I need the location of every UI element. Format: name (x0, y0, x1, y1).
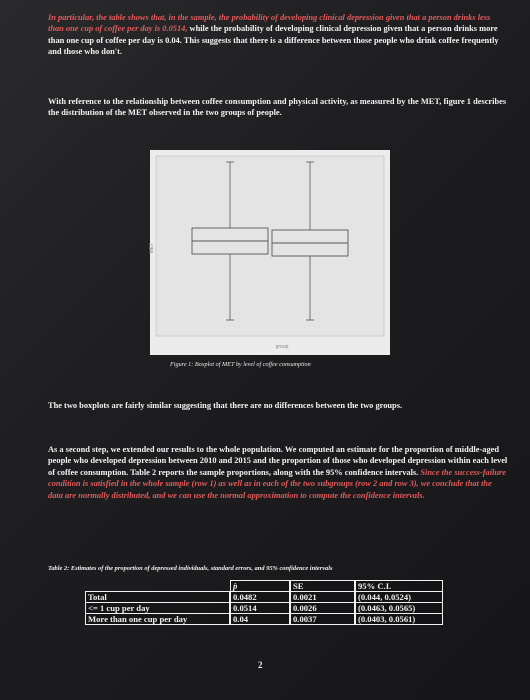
table-cell-text: SE (293, 581, 304, 591)
boxplot-chart (150, 150, 390, 355)
y-axis-label: MET (149, 242, 155, 254)
table-cell-text: (0.0463, 0.0565) (358, 603, 416, 613)
page-number: 2 (258, 660, 263, 670)
paragraph-text: As a second step, we extended our results to the whole population. We computed an estimate for the proportion of middle-aged people who developed depression between 2010 and 2015 and the proportion of those who developed depression within each level of coffee consumption. Table 2 reports the sample proportions, along with the 95% confidence intervals. (48, 445, 508, 477)
table-cell-text: 0.0514 (233, 603, 257, 613)
table-caption: Table 2: Estimates of the proportion of depressed individuals, standard errors, and 95% confidence intervals (48, 565, 333, 572)
highlighted-statement: In particular, the table shows that, in the sample, the probability of developing clinical depression given that a person drinks less than one cup of coffee per day is 0.0514, (48, 13, 491, 34)
paragraph-text: while the probability of developing clinical depression given that a person drinks more than one cup of coffee per day is 0.04. This suggests that there is a difference between those people who drink coffee frequently and those who don't. (48, 24, 499, 57)
table-cell-text: 0.0037 (293, 614, 317, 624)
table-cell-text: 95% C.I. (358, 581, 392, 591)
table-cell-standard-error (290, 613, 355, 625)
highlighted-statement: Since the success-failure condition is satisfied in the whole sample (row 1) as well as in each of the two subgroups (row 2 and row 3), we conclude that the data are normally distributed, and we can use the normal approximation to compute the confidence intervals. (48, 467, 506, 500)
table-cell-text: (0.0403, 0.0561) (358, 614, 416, 624)
paragraph-boxplot-conclusion: The two boxplots are fairly similar suggesting that there are no differences between the two groups. (48, 401, 403, 410)
table-cell-text: p̂ (233, 581, 238, 591)
table-cell-confidence-interval (355, 613, 443, 625)
table-cell-text: More than one cup per day (88, 614, 188, 624)
table-cell-text: 0.0482 (233, 592, 257, 602)
table-cell-text: <= 1 cup per day (88, 603, 150, 613)
x-axis-label: group (275, 344, 289, 350)
table-cell-text: Total (88, 592, 107, 602)
table-cell-row-label (85, 613, 230, 625)
table-cell-text: 0.0026 (293, 603, 317, 613)
table-cell-proportion (230, 613, 290, 625)
boxplot-figure (150, 150, 390, 355)
paragraph-met-intro: With reference to the relationship between coffee consumption and physical activity, as measured by the MET, figure 1 describes the distribution of the MET observed in the two groups of people. (48, 97, 507, 118)
table-cell-text: 0.04 (233, 614, 249, 624)
figure-caption: Figure 1: Boxplot of MET by level of coffee consumption (170, 361, 311, 368)
table-cell-text: (0.044, 0.0524) (358, 592, 411, 602)
paragraph-population-estimate (48, 444, 508, 501)
table-cell-text: 0.0021 (293, 592, 317, 602)
paragraph-probability-summary (48, 12, 508, 58)
